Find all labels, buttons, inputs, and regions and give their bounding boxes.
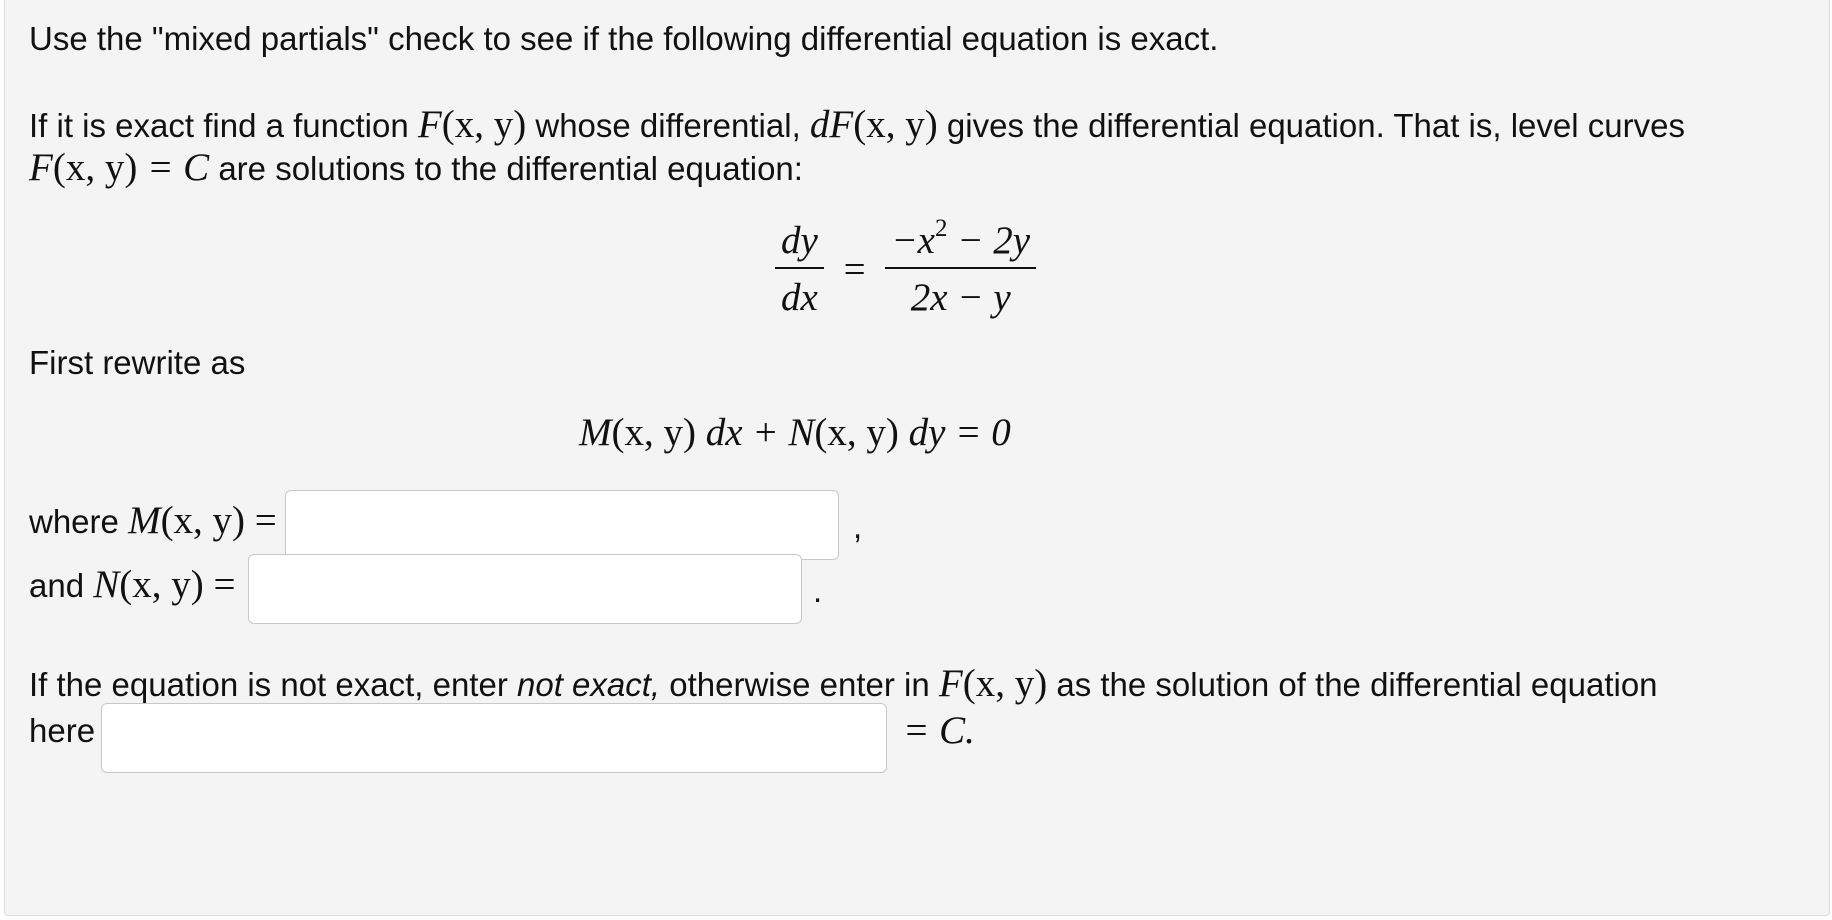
period-text: .: [813, 572, 823, 609]
M-label: where M(x, y) =: [29, 499, 277, 542]
rhs-fraction: $\frac{-x^2 - 2y}{2x - y}$: [885, 218, 1036, 320]
level-curve-expression: F(x, y) = C: [29, 146, 210, 189]
M-input[interactable]: [285, 490, 839, 560]
comma-text: ,: [853, 508, 863, 545]
dy-dx-fraction: $\frac{dy}{dx}$: [775, 218, 824, 320]
question-panel: [4, 0, 1830, 916]
not-exact-emphasis: not exact,: [516, 666, 661, 703]
intro-text: Use the "mixed partials" check to see if the following differential equation is exact.: [29, 20, 1219, 57]
N-input[interactable]: [248, 554, 802, 624]
F-solution-input[interactable]: [101, 703, 887, 773]
differential-equation: $\frac{dy}{dx}$ = $\frac{-x^2 - 2y}{2x - y}$: [775, 218, 1036, 320]
exact-instruction-line2: F(x, y) = C are solutions to the differential equation:: [29, 146, 803, 189]
rewrite-label: First rewrite as: [29, 344, 246, 381]
equals-C-text: = C.: [903, 709, 975, 752]
here-label: here: [29, 712, 96, 749]
final-instruction: If the equation is not exact, enter not exact, otherwise enter in F(x, y) as the solution of the differential equation: [29, 662, 1658, 705]
dF-xy-expression: dF(x, y): [809, 103, 938, 146]
rewrite-equation: M(x, y) dx + N(x, y) dy = 0: [579, 411, 1011, 454]
F-xy-expression: F(x, y): [417, 103, 527, 146]
N-label: and N(x, y) =: [29, 563, 236, 606]
exact-instruction-line1: If it is exact find a function F(x, y) whose differential, dF(x, y) gives the differential equation. That is, level curves: [29, 103, 1685, 146]
